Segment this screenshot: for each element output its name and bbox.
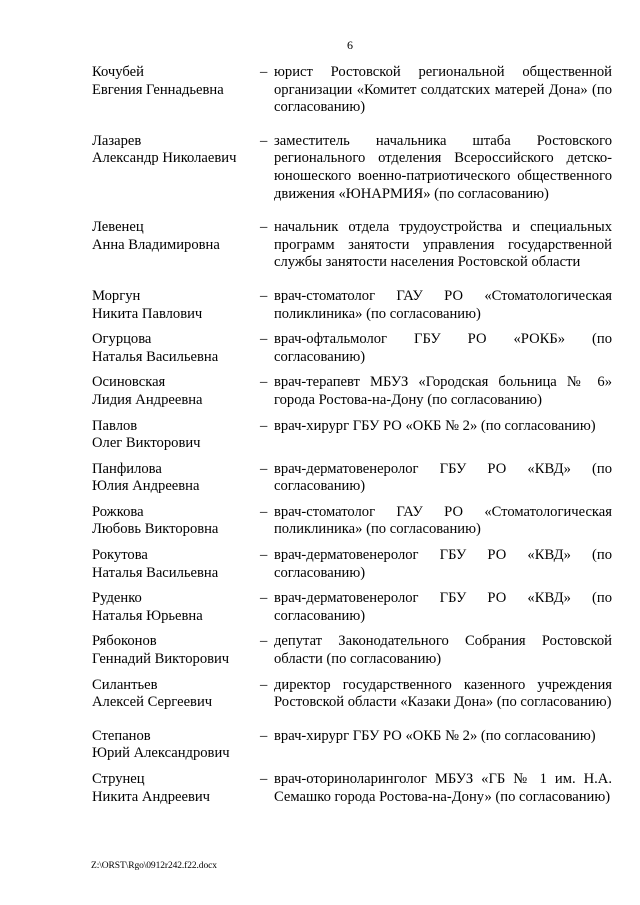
member-surname: Струнец (92, 771, 145, 787)
dash-separator: – (260, 633, 268, 650)
member-position: врач-стоматолог ГАУ РО «Стоматологическая поликлиника» (по согласованию) (274, 503, 612, 538)
dash-separator: – (260, 503, 268, 520)
member-position: юрист Ростовской региональной общественной организации «Комитет солдатских матерей Дона» (по согласованию) (274, 64, 612, 116)
member-position: депутат Законодательного Собрания Ростовской области (по согласованию) (274, 633, 612, 668)
member-position: врач-офтальмолог ГБУ РО «РОКБ» (по согласованию) (274, 331, 612, 365)
dash-separator: – (260, 417, 268, 434)
dash-separator: – (260, 460, 268, 477)
dash-separator: – (260, 590, 268, 607)
member-position: врач-оториноларинголог МБУЗ «ГБ № 1 им. Н.А. Семашко города Ростова-на-Дону» (по согласованию) (274, 771, 612, 805)
file-path-footer: Z:\ORST\Rgo\0912r242.f22.docx (91, 861, 217, 871)
member-name (92, 590, 260, 625)
member-position: врач-дерматовенеролог ГБУ РО «КВД» (по согласованию) (274, 460, 612, 495)
list-item (92, 504, 612, 539)
member-given-names: Евгения Геннадьевна (92, 81, 224, 98)
member-list (92, 64, 612, 806)
dash-separator: – (260, 676, 268, 693)
member-surname: Осиновская (92, 374, 166, 391)
member-surname: Панфилова (92, 460, 162, 477)
list-item (92, 288, 612, 323)
member-given-names: Никита Павлович (92, 305, 203, 322)
member-given-names: Любовь Викторовна (92, 521, 219, 538)
dash-separator: – (260, 64, 268, 80)
member-name (92, 728, 260, 763)
member-name (92, 547, 260, 582)
member-position: врач-хирург ГБУ РО «ОКБ № 2» (по согласованию) (274, 417, 596, 434)
list-item (92, 590, 612, 625)
member-position: заместитель начальника штаба Ростовского регионального отделения Всероссийского детско-юношеского военно-патриотического общественного движения «ЮНАРМИЯ» (по согласованию) (274, 132, 612, 202)
member-surname: Левенец (92, 219, 144, 236)
list-item (92, 374, 612, 409)
member-name (92, 677, 260, 712)
dash-separator: – (260, 727, 268, 744)
member-surname: Павлов (92, 417, 138, 434)
member-given-names: Никита Андреевич (92, 788, 210, 805)
dash-separator: – (260, 331, 268, 348)
list-item (92, 633, 612, 668)
member-name (92, 331, 260, 366)
member-surname: Огурцова (92, 331, 152, 348)
member-name (92, 374, 260, 409)
member-given-names: Анна Владимировна (92, 236, 220, 253)
member-surname: Кочубей (92, 64, 144, 80)
member-name (92, 504, 260, 539)
member-name (92, 771, 260, 806)
list-item (92, 677, 612, 712)
member-given-names: Александр Николаевич (92, 150, 237, 167)
dash-separator: – (260, 132, 268, 149)
list-item (92, 64, 612, 117)
member-name (92, 133, 260, 203)
member-surname: Лазарев (92, 132, 142, 149)
member-position: врач-терапевт МБУЗ «Городская больница № 6» города Ростова-на-Дону (по согласованию) (274, 374, 612, 408)
member-given-names: Юлия Андреевна (92, 478, 200, 495)
member-given-names: Наталья Юрьевна (92, 607, 203, 624)
list-item (92, 771, 612, 806)
member-name (92, 64, 260, 117)
member-surname: Рябоконов (92, 633, 157, 650)
member-surname: Силантьев (92, 676, 158, 693)
list-item (92, 219, 612, 272)
dash-separator: – (260, 771, 268, 787)
page-number: 6 (347, 38, 353, 52)
list-item (92, 133, 612, 203)
member-position: директор государственного казенного учреждения Ростовской области «Казаки Дона» (по согласованию) (274, 676, 612, 711)
member-name (92, 461, 260, 496)
member-name (92, 219, 260, 272)
list-item (92, 547, 612, 582)
dash-separator: – (260, 374, 268, 391)
member-given-names: Наталья Васильевна (92, 348, 219, 365)
list-item (92, 728, 612, 763)
list-item (92, 418, 612, 453)
list-item (92, 331, 612, 366)
member-name (92, 288, 260, 323)
member-position: врач-хирург ГБУ РО «ОКБ № 2» (по согласованию) (274, 727, 596, 744)
member-surname: Рожкова (92, 503, 144, 520)
member-given-names: Лидия Андреевна (92, 391, 203, 408)
dash-separator: – (260, 219, 268, 236)
list-item (92, 461, 612, 496)
member-name (92, 418, 260, 453)
member-given-names: Геннадий Викторович (92, 651, 230, 668)
member-surname: Рокутова (92, 547, 148, 564)
member-surname: Степанов (92, 727, 151, 744)
member-position: врач-стоматолог ГАУ РО «Стоматологическая поликлиника» (по согласованию) (274, 287, 612, 322)
dash-separator: – (260, 287, 268, 304)
member-given-names: Алексей Сергеевич (92, 694, 213, 711)
dash-separator: – (260, 547, 268, 564)
member-given-names: Олег Викторович (92, 435, 201, 452)
member-given-names: Наталья Васильевна (92, 564, 219, 581)
member-surname: Моргун (92, 287, 141, 304)
member-surname: Руденко (92, 590, 142, 607)
member-given-names: Юрий Александрович (92, 745, 230, 762)
member-name (92, 633, 260, 668)
member-position: врач-дерматовенеролог ГБУ РО «КВД» (по согласованию) (274, 547, 612, 581)
member-position: врач-дерматовенеролог ГБУ РО «КВД» (по согласованию) (274, 590, 612, 624)
member-position: начальник отдела трудоустройства и специальных программ занятости управления государственной службы занятости населения Ростовской области (274, 219, 612, 271)
